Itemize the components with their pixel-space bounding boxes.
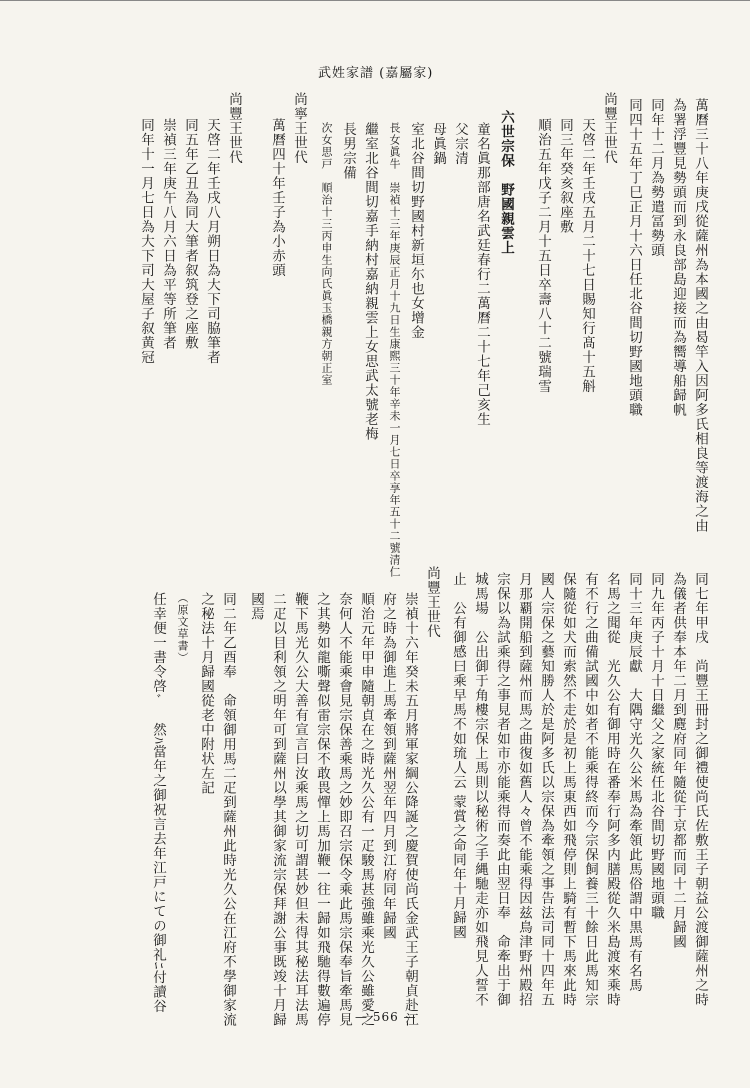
text-column: 天啓二年壬戌八月朔日為大下司脇筆者 [204, 118, 220, 365]
text-column: 任幸便一書令啓ﾞ 然ﾊ當年之御祝言去年江戸にての御礼ﾆ付讀谷 [150, 592, 166, 1014]
text-column: 童名眞那部唐名武廷春行二萬曆二十七年己亥生 [474, 122, 490, 427]
text-column: 止 公有御感曰乘早馬不如琉人云 蒙賞之命同年十月歸國 [450, 572, 466, 940]
text-column: 宗保以為試乘得之事見者如市亦能乘得而奏此由翌日奉 命牽出于御 [494, 572, 510, 1007]
text-column: 次女思戸 順治十三丙申生向氏眞玉橋親方朝正室 [320, 122, 333, 386]
generation-heading: 六世宗保 野國親雲上 [498, 110, 514, 255]
text-column: 崇禎十六年癸未五月將軍家綱公降誕之慶賀使尚氏金武王子朝貞赴江 [402, 592, 418, 1027]
source-note: （原文草書） [176, 592, 189, 664]
text-column: 繼室北谷間切嘉手納村嘉納親雲上女思武太號老梅 [362, 122, 378, 441]
page-number: — 566 — [355, 1010, 417, 1024]
page-edge-top [0, 0, 750, 1]
text-column: 同二年乙酉奉 命領御用馬二疋到薩州此時光久公在江府不學御家流 [220, 592, 236, 1027]
text-column: 城馬場 公出御于角樓宗保上馬則以秘術之手縄馳走亦如飛見人誓不 [472, 572, 488, 1007]
text-column: 母眞鍋 [430, 122, 446, 166]
text-column: 長男宗備 [340, 122, 356, 180]
text-column: 同五年乙丑為同大筆者叙筑登之座敷 [182, 118, 198, 350]
text-column: 萬曆三十八年庚戌從薩州為本國之由曷竿入因阿多氏相良等渡海之由 [692, 98, 708, 533]
text-column: 為署浮豐見勢頭而到永良部島迎接而為嚮導船歸帆 [670, 98, 686, 417]
text-column: 國人宗保之藝知勝人於是阿多氏以宗保為牽領之事告法司同十四年五 [538, 572, 554, 1007]
text-column: 同十三年庚辰獻 大隅守光久公米馬為牽領此馬俗謂中黒馬有名馬 [626, 572, 642, 993]
text-column: 二疋以目利領之明年可到薩州以學其御家流宗保拜謝公事既竣十月歸 [270, 592, 286, 1027]
text-column: 國焉 [248, 592, 264, 621]
section-heading: 尚寧王世代 [291, 92, 307, 165]
text-column: 順治五年戊子二月十五日卒壽八十二號瑞雪 [535, 118, 551, 394]
text-column: 名馬之聞從 光久公有御用時在番奉行阿多内膳殿從久米島渡來乘時 [604, 572, 620, 1007]
text-column: 同年十二月為勢遣冨勢頭 [648, 98, 664, 258]
text-column: 月那覇開船到薩州而馬之曲復如舊人々曾不能乘得因兹鳥津野州殿招 [516, 572, 532, 1007]
text-column: 為儀者供奉本年二月到麑府同年隨從于京都而同十二月歸國 [670, 572, 686, 949]
text-column: 萬曆四十年壬子為小赤頭 [269, 118, 285, 278]
text-column: 順治元年甲申隨朝貞在之時光久公有一疋駿馬甚強雖乘光久公雖愛之 [358, 592, 374, 1027]
text-column: 奈何人不能乘會見宗保善乘馬之妙即召宗保令乘此馬宗保奉旨牽馬見 [336, 592, 352, 1027]
page-header: 武姓家譜 (嘉屬家) [318, 66, 434, 81]
text-column: 同九年丙子十月十日繼父之家統任北谷間切野國地頭職 [648, 572, 664, 920]
text-column: 長女眞牛 崇禎十三年庚辰正月十九日生康熙三十年辛未一月七日卒享年五十二號清仁 [388, 122, 401, 578]
text-column: 同四十五年丁巳正月十六日任北谷間切野國地頭職 [626, 98, 642, 417]
text-column: 天啓二年壬戌五月二十七日賜知行髙十五斛 [579, 118, 595, 394]
text-column: 之秘法十月歸國從老中附状左記 [198, 592, 214, 795]
text-column: 保隨從如犬而索然不走於是初上馬東西如飛停則上騎有暫下馬來此時 [560, 572, 576, 1007]
text-column: 府之時為御進上馬牽領到薩州翌年四月到江府同年歸國 [380, 592, 396, 940]
text-column: 之其勢如龍嘶聲似雷宗保不敢畏憚上馬加鞭一往一歸如飛馳得數遍停 [314, 592, 330, 1027]
text-column: 室北谷間切野國村新垣尓也女增金 [408, 122, 424, 340]
text-column: 同七年甲戌 尚豐王冊封之御禮使尚氏佐敷王子朝益公渡御薩州之時 [692, 572, 708, 1007]
text-column: 有不行之曲備試國中如者不能乘得終而今宗保飼養三十餘日此馬知宗 [582, 572, 598, 1007]
section-heading: 尚豐王世代 [424, 566, 440, 639]
section-heading: 尚豐王世代 [601, 92, 617, 165]
text-column: 父宗清 [452, 122, 468, 166]
text-column: 同年十一月七日為大下司大屋子叙黄冠 [138, 118, 154, 365]
text-column: 鞭下馬光久公大善有宣言曰汝乘馬之切可謂甚妙但未得其秘法耳法馬 [292, 592, 308, 1027]
section-heading: 尚豐王世代 [226, 92, 242, 165]
text-column: 崇禎三年庚午八月六日為平等所筆者 [160, 118, 176, 350]
text-column: 同三年癸亥叙座敷 [557, 118, 573, 234]
